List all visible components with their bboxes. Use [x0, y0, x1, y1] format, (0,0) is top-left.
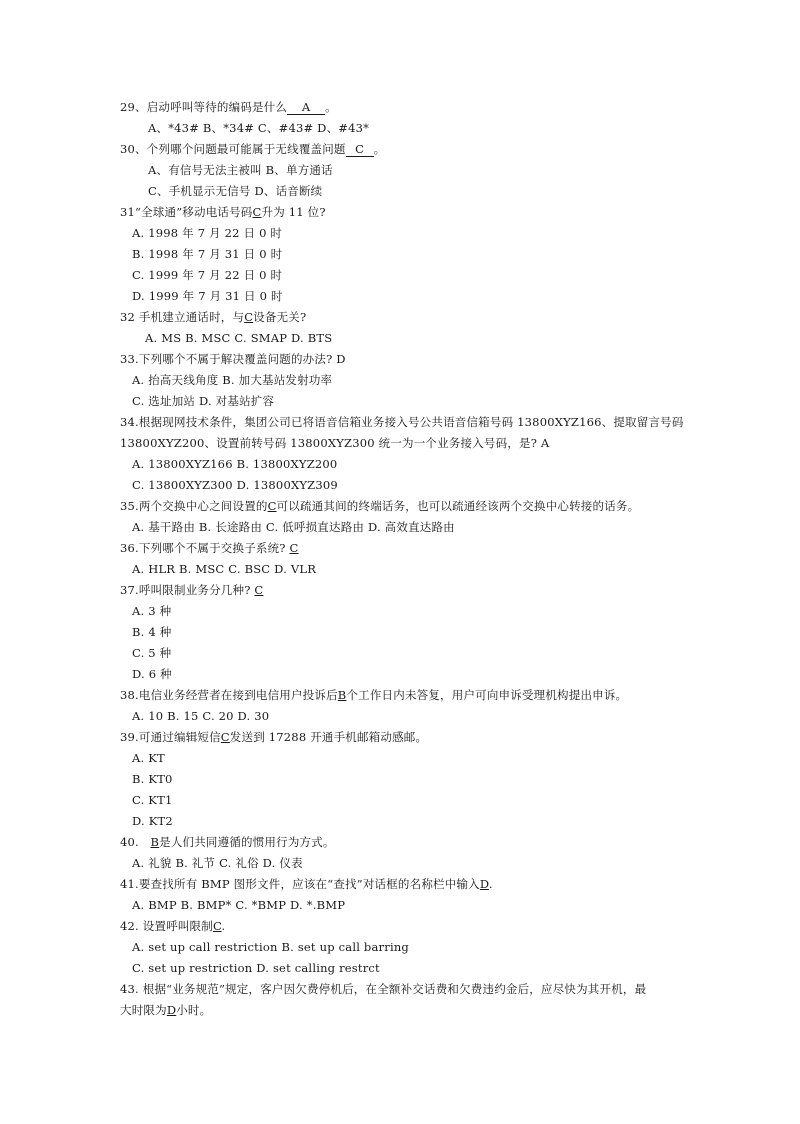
question-40 [120, 835, 335, 849]
question-text-end: 个工作日内未答复，用户可向申诉受理机构提出申诉。 [346, 688, 628, 702]
question-text: 31“全球通”移动电话号码 [120, 205, 253, 219]
question-33-options-1: A. 抬高天线角度 B. 加大基站发射功率 [132, 373, 333, 387]
option-d: D. 6 种 [132, 667, 172, 681]
answer: C [252, 205, 262, 219]
question-32-options: A. MS B. MSC C. SMAP D. BTS [145, 331, 333, 345]
question-text: 36.下列哪个不属于交换子系统? [120, 541, 290, 555]
question-38 [120, 688, 627, 702]
question-35-options: A. 基干路由 B. 长途路由 C. 低呼损直达路由 D. 高效直达路由 [132, 520, 455, 534]
question-30-options-2: C、手机显示无信号 D、话音断续 [148, 184, 323, 198]
question-text: 40. [120, 835, 151, 849]
question-text: 41.要查找所有 BMP 图形文件，应该在“查找”对话框的名称栏中输入 [120, 877, 480, 891]
question-41-options: A. BMP B. BMP* C. *BMP D. *.BMP [132, 898, 346, 912]
question-32 [120, 310, 306, 324]
question-text: 32 手机建立通话时，与 [120, 310, 245, 324]
question-text-end: 发送到 17288 开通手机邮箱动感邮。 [229, 730, 428, 744]
question-31 [120, 205, 326, 219]
answer: C [212, 919, 222, 933]
question-text-end: 是人们共同遵循的惯用行为方式。 [159, 835, 335, 849]
option-a: A. KT [132, 751, 165, 765]
question-30 [120, 142, 385, 157]
question-29-options: A、*43# B、*34# C、#43# D、#43* [148, 121, 370, 135]
question-35 [120, 499, 639, 513]
answer: B [337, 688, 347, 702]
question-text: 30、个列哪个问题最可能属于无线覆盖问题 [120, 142, 346, 156]
question-text-end: 设备无关? [253, 310, 307, 324]
question-42-options-2: C. set up restriction D. set calling restrct [132, 961, 380, 975]
question-36 [120, 541, 299, 555]
question-30-options-1: A、有信号无法主被叫 B、单方通话 [148, 163, 333, 177]
question-34-line-1: 34.根据现网技术条件，集团公司已将语音信箱业务接入号公共语音信箱号码 13800XYZ166、提取留言号码 [120, 415, 684, 429]
question-end: 。 [373, 142, 386, 156]
question-text-end: . [221, 919, 226, 933]
option-b: B. 4 种 [132, 625, 172, 639]
option-d: D. KT2 [132, 814, 173, 828]
question-39 [120, 730, 427, 744]
question-42 [120, 919, 225, 933]
question-33-options-2: C. 选址加站 D. 对基站扩容 [132, 394, 275, 408]
answer-blank: A [287, 100, 325, 115]
option-c: C. 5 种 [132, 646, 172, 660]
option-c: C. KT1 [132, 793, 173, 807]
option-b: B. KT0 [132, 772, 173, 786]
question-text: 39.可通过编辑短信 [120, 730, 221, 744]
question-41 [120, 877, 493, 891]
question-43-line-2 [120, 1003, 211, 1017]
answer: D [166, 1003, 177, 1017]
question-33: 33.下列哪个不属于解决覆盖问题的办法? D [120, 352, 346, 366]
answer: C [220, 730, 230, 744]
answer: C [244, 310, 254, 324]
option-b: B. 1998 年 7 月 31 日 0 时 [132, 247, 283, 261]
answer-blank: C [346, 142, 374, 157]
question-text-end: . [488, 877, 493, 891]
question-text: 29、启动呼叫等待的编码是什么 [120, 100, 288, 114]
question-40-options: A. 礼貌 B. 礼节 C. 礼俗 D. 仪表 [132, 856, 303, 870]
question-38-options: A. 10 B. 15 C. 20 D. 30 [132, 709, 270, 723]
option-a: A. 1998 年 7 月 22 日 0 时 [132, 226, 283, 240]
question-36-options: A. HLR B. MSC C. BSC D. VLR [132, 562, 317, 576]
question-end: 。 [325, 100, 337, 114]
question-text: 42. 设置呼叫限制 [120, 919, 213, 933]
option-a: A. 3 种 [132, 604, 172, 618]
option-c: C. 1999 年 7 月 22 日 0 时 [132, 268, 283, 282]
answer: B [150, 835, 160, 849]
question-37 [120, 583, 263, 597]
question-text: 大时限为 [120, 1003, 167, 1017]
question-text: 38.电信业务经营者在接到电信用户投诉后 [120, 688, 338, 702]
answer: D [479, 877, 489, 891]
answer: C [254, 583, 264, 597]
question-42-options-1: A. set up call restriction B. set up call barring [132, 940, 409, 954]
question-text-end: 升为 11 位? [261, 205, 326, 219]
question-29 [120, 100, 337, 115]
question-43-line-1: 43. 根据“业务规范”规定，客户因欠费停机后，在全额补交话费和欠费违约金后，应尽快为其开机，最 [120, 982, 647, 996]
question-34-options-2: C. 13800XYZ300 D. 13800XYZ309 [132, 478, 338, 492]
question-text-end: 小时。 [176, 1003, 212, 1017]
answer: C [267, 499, 277, 513]
question-text: 35.两个交换中心之间设置的 [120, 499, 268, 513]
question-text: 37.呼叫限制业务分几种? [120, 583, 255, 597]
question-34-options-1: A. 13800XYZ166 B. 13800XYZ200 [132, 457, 338, 471]
option-d: D. 1999 年 7 月 31 日 0 时 [132, 289, 283, 303]
question-text-end: 可以疏通其间的终端话务，也可以疏通经该两个交换中心转接的话务。 [276, 499, 640, 513]
question-34-line-2: 13800XYZ200、设置前转号码 13800XYZ300 统一为一个业务接入号码，是? A [120, 436, 550, 450]
answer: C [289, 541, 299, 555]
